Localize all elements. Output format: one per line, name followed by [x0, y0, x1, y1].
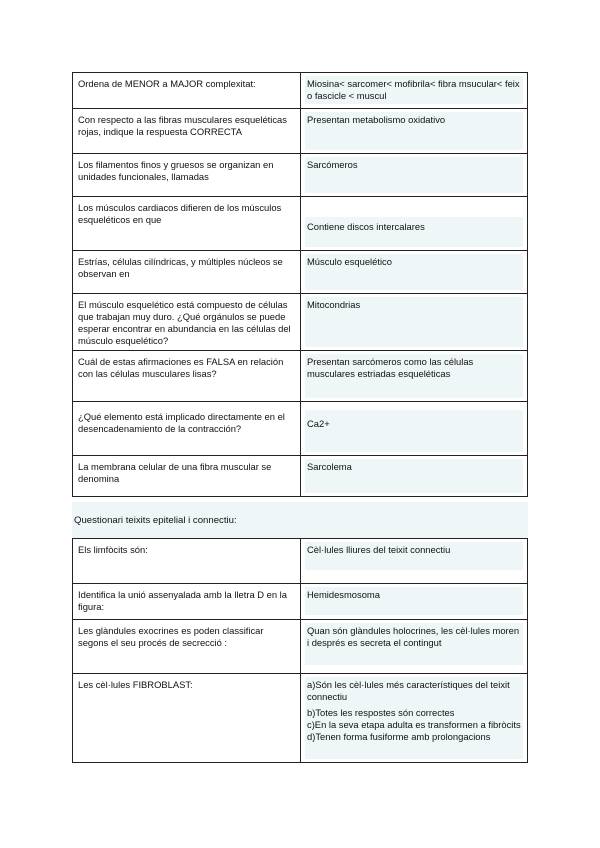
answer-cell — [301, 620, 528, 674]
tissue-quiz-table — [72, 538, 528, 763]
answer-text: Quan són glàndules holocrines, les cèl·lules moren i després es secreta el contingut — [305, 623, 523, 665]
table-row — [73, 294, 528, 351]
answer-option: a)Són les cèl·lules més característiques del teixit connectiu — [307, 679, 510, 702]
answer-text: Sarcolema — [305, 459, 523, 493]
answer-text: Presentan sarcómeros como las células musculares estriadas esqueléticas — [305, 354, 523, 398]
answer-text: Sarcómeros — [305, 157, 523, 193]
answer-options — [305, 677, 523, 759]
question-cell: Les glàndules exocrines es poden classificar segons el seu procés de secrecció : — [73, 620, 301, 674]
answer-cell — [301, 251, 528, 294]
answer-cell — [301, 197, 528, 251]
table-row — [73, 197, 528, 251]
table-row — [73, 539, 528, 584]
table-row — [73, 584, 528, 620]
answer-option: d)Tenen forma fusiforme amb prolongacions — [307, 731, 491, 742]
question-cell: Estrías, células cilíndricas, y múltiples núcleos se observan en — [73, 251, 301, 294]
answer-text: Músculo esquelético — [305, 254, 523, 290]
table-row — [73, 351, 528, 402]
question-cell: ¿Qué elemento está implicado directamente en el desencadenamiento de la contracción? — [73, 402, 301, 456]
table-row — [73, 674, 528, 763]
answer-cell — [301, 402, 528, 456]
muscle-quiz-table — [72, 72, 528, 497]
answer-cell — [301, 109, 528, 154]
answer-cell — [301, 584, 528, 620]
question-cell: Els limfòcits són: — [73, 539, 301, 584]
table-row — [73, 620, 528, 674]
answer-cell — [301, 674, 528, 763]
answer-cell — [301, 539, 528, 584]
answer-option: b)Totes les respostes són correctes — [307, 707, 455, 718]
question-cell: El músculo esquelético está compuesto de células que trabajan muy duro. ¿Qué orgánulos se puede esperar encontrar en abundancia en las células del músculo esquelético? — [73, 294, 301, 351]
question-cell: Con respecto a las fibras musculares esqueléticas rojas, indique la respuesta CORRECTA — [73, 109, 301, 154]
table-row — [73, 402, 528, 456]
question-cell: Les cèl·lules FIBROBLAST: — [73, 674, 301, 763]
table-row — [73, 154, 528, 197]
answer-text: Mitocondrias — [305, 297, 523, 347]
answer-text: Presentan metabolismo oxidativo — [305, 112, 523, 150]
question-cell: La membrana celular de una fibra muscular se denomina — [73, 456, 301, 497]
answer-text: Hemidesmosoma — [305, 587, 523, 615]
answer-cell — [301, 294, 528, 351]
section-title: Questionari teixits epitelial i connectiu: — [72, 502, 528, 538]
answer-cell — [301, 73, 528, 109]
table-row — [73, 456, 528, 497]
answer-text: Cèl·lules lliures del teixit connectiu — [305, 542, 523, 570]
table-row — [73, 251, 528, 294]
question-cell: Los músculos cardiacos difieren de los músculos esqueléticos en que — [73, 197, 301, 251]
question-cell: Cuál de estas afirmaciones es FALSA en relación con las células musculares lisas? — [73, 351, 301, 402]
answer-option: c)En la seva etapa adulta es transformen a fibròcits — [307, 719, 521, 730]
answer-text: Miosina< sarcomer< mofibrila< fibra msucular< feix o fascicle < muscul — [305, 76, 523, 104]
answer-text: Contiene discos intercalares — [305, 217, 523, 247]
question-cell: Ordena de MENOR a MAJOR complexitat: — [73, 73, 301, 109]
question-cell: Los filamentos finos y gruesos se organizan en unidades funcionales, llamadas — [73, 154, 301, 197]
answer-cell — [301, 154, 528, 197]
answer-cell — [301, 456, 528, 497]
answer-cell — [301, 351, 528, 402]
answer-text: Ca2+ — [305, 410, 523, 452]
table-row — [73, 73, 528, 109]
question-cell: Identifica la unió assenyalada amb la lletra D en la figura: — [73, 584, 301, 620]
table-row — [73, 109, 528, 154]
